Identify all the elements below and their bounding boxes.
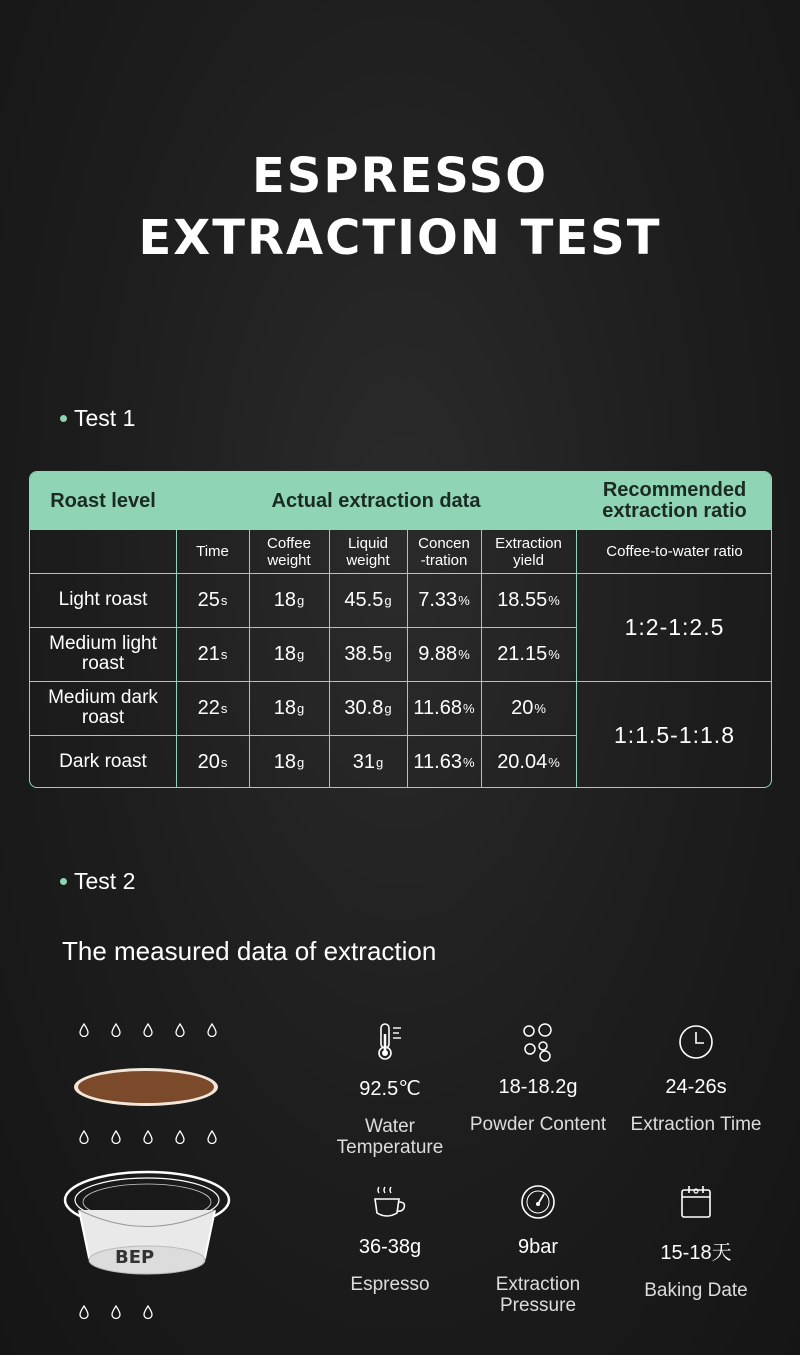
grid-line: [176, 472, 177, 788]
drop-icon: [206, 1130, 218, 1144]
stat-value: 92.5℃: [359, 1078, 421, 1100]
cell-value: 18: [273, 696, 296, 719]
cell-value: 20.04: [497, 750, 548, 773]
grid-line: [576, 472, 577, 788]
grid-line: [30, 627, 576, 628]
stat-label: Extraction Time: [630, 1114, 762, 1135]
water-drops-bottom: [78, 1305, 154, 1319]
cell-value: 25: [197, 588, 220, 611]
stat-label: Baking Date: [644, 1280, 748, 1301]
coffee-puck-icon: [72, 1066, 220, 1108]
cell-value: 18: [273, 750, 296, 773]
cell-unit: g: [384, 592, 392, 608]
grid-line: [30, 573, 772, 574]
grid-line: [329, 530, 330, 788]
cell-unit: g: [297, 754, 305, 770]
cell-conc: [407, 573, 481, 627]
water-drops-top: [78, 1023, 218, 1037]
header-coffee-weight: Coffee weight: [267, 534, 311, 569]
row-roast-label: Medium light roast: [49, 633, 157, 674]
stat-extraction-pressure: [463, 1180, 613, 1316]
grid-line: [249, 530, 250, 788]
cell-value: 20: [511, 696, 534, 719]
cell-value: 31: [352, 750, 375, 773]
cell-conc: [407, 627, 481, 681]
cell-unit: %: [548, 754, 560, 770]
stat-value: 24-26s: [665, 1076, 727, 1098]
cell-value: 22: [197, 696, 220, 719]
drop-icon: [174, 1130, 186, 1144]
cell-unit: g: [384, 700, 392, 716]
page-title: [0, 145, 800, 269]
cell-coffee: [249, 573, 329, 627]
header-recommended-ratio: Recommended extraction ratio: [602, 479, 747, 522]
cell-value: 18: [273, 642, 296, 665]
cell-coffee: [249, 735, 329, 788]
stat-value: 18-18.2g: [498, 1076, 578, 1098]
title-line-1: ESPRESSO: [251, 148, 549, 204]
cell-unit: %: [548, 646, 560, 662]
header-ratio-sub: Coffee-to-water ratio: [606, 543, 743, 560]
drop-icon: [142, 1023, 154, 1037]
stat-value: 9bar: [517, 1236, 559, 1258]
cell-unit: %: [463, 754, 475, 770]
drop-icon: [78, 1023, 90, 1037]
cell-unit: %: [458, 646, 470, 662]
gauge-icon: [463, 1180, 613, 1224]
drop-icon: [110, 1023, 122, 1037]
drop-icon: [142, 1305, 154, 1319]
drop-icon: [110, 1130, 122, 1144]
cell-conc: [407, 681, 481, 735]
bullet-dot-icon: [60, 878, 67, 885]
grid-line: [407, 530, 408, 788]
row-roast-label: Dark roast: [59, 751, 147, 772]
stat-water-temperature: [315, 1020, 465, 1158]
cell-liquid: [329, 627, 407, 681]
cell-liquid: [329, 735, 407, 788]
cell-value: 11.68: [413, 696, 462, 719]
cell-value: 11.63: [413, 750, 462, 773]
cell-time: [176, 681, 249, 735]
cell-value: 30.8: [344, 696, 384, 719]
cell-value: 21: [197, 642, 220, 665]
cell-value: 45.5: [344, 588, 384, 611]
cell-unit: s: [220, 700, 228, 716]
cell-unit: %: [458, 592, 470, 608]
row-roast-label: Medium dark roast: [48, 687, 158, 728]
cell-unit: s: [220, 754, 228, 770]
drop-icon: [110, 1305, 122, 1319]
cell-time: [176, 627, 249, 681]
cell-coffee: [249, 627, 329, 681]
cell-time: [176, 735, 249, 788]
grid-line: [30, 681, 772, 682]
test2-label-text: Test 2: [74, 868, 136, 894]
cell-value: 20: [197, 750, 220, 773]
stat-powder-content: [463, 1020, 613, 1135]
test2-subtitle: The measured data of extraction: [62, 936, 437, 966]
stat-label: Powder Content: [469, 1114, 607, 1135]
calendar-icon: [621, 1180, 771, 1224]
stat-value: 15-18天: [660, 1242, 732, 1264]
clock-icon: [621, 1020, 771, 1064]
header-liquid-weight: Liquid weight: [346, 534, 390, 569]
cell-yield: [481, 627, 576, 681]
stat-label: Extraction Pressure: [495, 1274, 581, 1316]
cell-time: [176, 573, 249, 627]
bubbles-icon: [463, 1020, 613, 1064]
header-extraction-yield: Extraction yield: [495, 534, 562, 569]
stat-value: 36-38g: [358, 1236, 422, 1258]
thermometer-icon: [315, 1020, 465, 1064]
cell-unit: %: [548, 592, 560, 608]
bullet-dot-icon: [60, 415, 67, 422]
grid-line: [481, 530, 482, 788]
stat-label: Espresso: [350, 1274, 430, 1295]
header-roast-level: Roast level: [50, 489, 156, 512]
extraction-table: [29, 471, 772, 788]
cell-yield: [481, 681, 576, 735]
cell-unit: g: [384, 646, 392, 662]
title-line-2: EXTRACTION TEST: [138, 210, 662, 266]
cell-value: 18: [273, 588, 296, 611]
test1-label-text: Test 1: [74, 405, 136, 431]
cell-value: 21.15: [497, 642, 548, 665]
cell-unit: g: [297, 700, 305, 716]
cell-unit: g: [297, 592, 305, 608]
drop-icon: [206, 1023, 218, 1037]
ratio-light: 1:2-1:2.5: [624, 613, 725, 640]
stat-extraction-time: [621, 1020, 771, 1135]
stat-espresso: [315, 1180, 465, 1295]
drop-icon: [78, 1305, 90, 1319]
cell-value: 18.55: [497, 588, 548, 611]
cell-yield: [481, 573, 576, 627]
cell-unit: g: [297, 646, 305, 662]
grid-line: [30, 735, 576, 736]
cell-coffee: [249, 681, 329, 735]
cell-yield: [481, 735, 576, 788]
cell-value: 7.33: [418, 588, 458, 611]
cell-unit: s: [220, 646, 228, 662]
cell-liquid: [329, 573, 407, 627]
drop-icon: [142, 1130, 154, 1144]
coffee-cup-icon: [315, 1180, 465, 1224]
cell-liquid: [329, 681, 407, 735]
test1-label: [60, 405, 135, 432]
cell-value: 38.5: [344, 642, 384, 665]
cell-unit: s: [220, 592, 228, 608]
water-drops-middle: [78, 1130, 218, 1144]
basket-brand: BEP: [115, 1247, 155, 1268]
cell-conc: [407, 735, 481, 788]
drop-icon: [174, 1023, 186, 1037]
cell-unit: %: [463, 700, 475, 716]
cell-unit: g: [376, 754, 384, 770]
header-concentration: Concen -tration: [418, 534, 470, 569]
stat-label: Water Temperature: [336, 1116, 444, 1158]
header-time: Time: [196, 543, 229, 560]
row-roast-label: Light roast: [58, 589, 148, 610]
cell-unit: %: [534, 700, 546, 716]
ratio-dark: 1:1.5-1:1.8: [614, 721, 735, 748]
cell-value: 9.88: [418, 642, 458, 665]
test2-label: [60, 868, 135, 895]
drop-icon: [78, 1130, 90, 1144]
header-actual-extraction: Actual extraction data: [271, 489, 481, 512]
stat-baking-date: [621, 1180, 771, 1301]
